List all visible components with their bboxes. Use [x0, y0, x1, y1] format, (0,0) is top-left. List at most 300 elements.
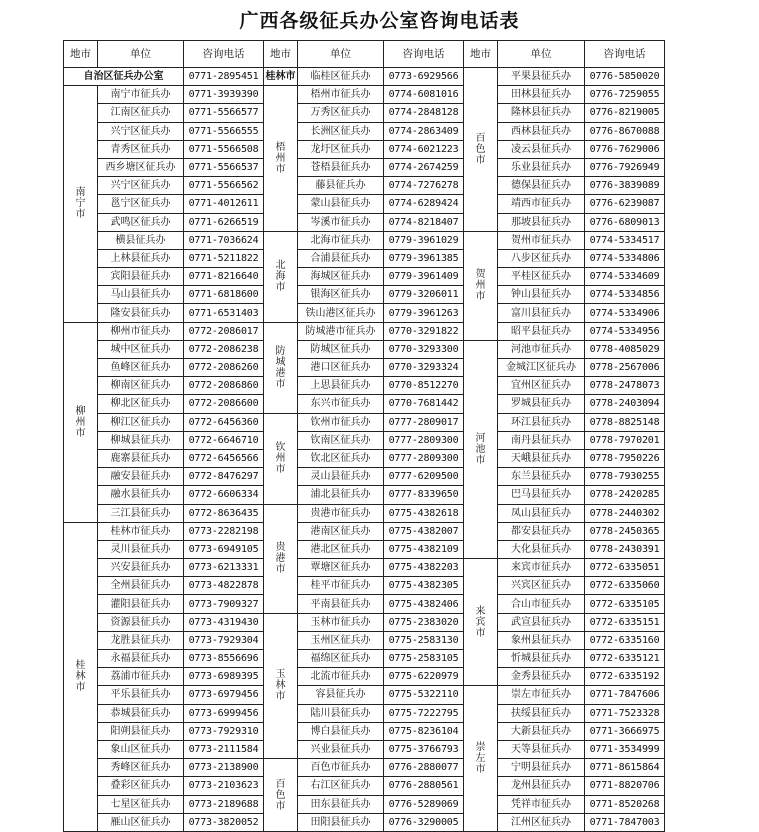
unit-cell: 鱼峰区征兵办 [98, 359, 184, 377]
phone-cell: 0771-8216640 [184, 268, 264, 286]
phone-cell: 0772-2086600 [184, 395, 264, 413]
unit-cell: 上思县征兵办 [298, 377, 384, 395]
phone-cell: 0776-2880077 [384, 759, 464, 777]
phone-cell: 0778-2567006 [585, 359, 665, 377]
phone-cell: 0777-8339650 [384, 486, 464, 504]
unit-cell: 兴业县征兵办 [298, 740, 384, 758]
phone-cell: 0777-2809300 [384, 431, 464, 449]
header-phone: 咨询电话 [184, 41, 264, 68]
unit-cell: 江州区征兵办 [498, 813, 585, 831]
unit-cell: 荔浦市征兵办 [98, 668, 184, 686]
unit-cell: 西乡塘区征兵办 [98, 158, 184, 176]
unit-cell: 隆林县征兵办 [498, 104, 585, 122]
phone-cell: 0778-2430391 [585, 540, 665, 558]
phone-cell: 0776-3290005 [384, 813, 464, 831]
unit-cell: 港北区征兵办 [298, 540, 384, 558]
phone-cell: 0778-2403094 [585, 395, 665, 413]
phone-cell: 0776-5289069 [384, 795, 464, 813]
unit-cell: 钦南区征兵办 [298, 431, 384, 449]
city-cell: 南 宁 市 [64, 86, 98, 322]
city-cell: 北 海 市 [264, 231, 298, 322]
phone-cell: 0771-5566537 [184, 158, 264, 176]
phone-cell: 0775-4382109 [384, 540, 464, 558]
unit-cell: 武鸣区征兵办 [98, 213, 184, 231]
unit-cell: 万秀区征兵办 [298, 104, 384, 122]
table-row [64, 813, 665, 831]
unit-cell: 靖西市征兵办 [498, 195, 585, 213]
unit-cell: 北海市征兵办 [298, 231, 384, 249]
phone-cell: 0771-3939390 [184, 86, 264, 104]
unit-cell: 覃塘区征兵办 [298, 559, 384, 577]
unit-cell: 永福县征兵办 [98, 650, 184, 668]
document-title: 广西各级征兵办公室咨询电话表 [239, 10, 520, 32]
phone-cell: 0774-5334609 [585, 268, 665, 286]
phone-cell: 0779-3206011 [384, 286, 464, 304]
header-city: 地市 [264, 41, 298, 68]
unit-cell: 港南区征兵办 [298, 522, 384, 540]
unit-cell: 钦北区征兵办 [298, 449, 384, 467]
unit-cell: 博白县征兵办 [298, 722, 384, 740]
phone-cell: 0775-2583130 [384, 631, 464, 649]
phone-cell: 0771-5566508 [184, 140, 264, 158]
unit-cell: 右江区征兵办 [298, 777, 384, 795]
unit-cell: 浦北县征兵办 [298, 486, 384, 504]
unit-cell: 南丹县征兵办 [498, 431, 585, 449]
phone-cell: 0773-4319430 [184, 613, 264, 631]
phone-cell: 0771-8520268 [585, 795, 665, 813]
phone-cell: 0775-4382203 [384, 559, 464, 577]
unit-cell: 灌阳县征兵办 [98, 595, 184, 613]
table-row [64, 650, 665, 668]
unit-cell: 城中区征兵办 [98, 340, 184, 358]
unit-cell: 自治区征兵办公室 [64, 68, 184, 86]
unit-cell: 梧州市征兵办 [298, 86, 384, 104]
unit-cell: 铁山港区征兵办 [298, 304, 384, 322]
table-row [64, 795, 665, 813]
unit-cell: 钟山县征兵办 [498, 286, 585, 304]
phone-cell: 0776-3839089 [585, 177, 665, 195]
phone-cell: 0775-2583105 [384, 650, 464, 668]
phone-cell: 0772-8636435 [184, 504, 264, 522]
phone-cell: 0772-6335151 [585, 613, 665, 631]
unit-cell: 藤县征兵办 [298, 177, 384, 195]
unit-cell: 龙州县征兵办 [498, 777, 585, 795]
table-row [64, 122, 665, 140]
unit-cell: 东兴市征兵办 [298, 395, 384, 413]
phone-cell: 0771-4012611 [184, 195, 264, 213]
unit-cell: 叠彩区征兵办 [98, 777, 184, 795]
unit-cell: 南宁市征兵办 [98, 86, 184, 104]
unit-cell: 兴宁区征兵办 [98, 177, 184, 195]
unit-cell: 来宾市征兵办 [498, 559, 585, 577]
phone-cell: 0771-5566555 [184, 122, 264, 140]
phone-cell: 0772-6456360 [184, 413, 264, 431]
phone-cell: 0773-8556696 [184, 650, 264, 668]
unit-cell: 柳南区征兵办 [98, 377, 184, 395]
phone-cell: 0773-2111584 [184, 740, 264, 758]
phone-cell: 0771-5566562 [184, 177, 264, 195]
unit-cell: 柳城县征兵办 [98, 431, 184, 449]
phone-cell: 0775-5322110 [384, 686, 464, 704]
phone-cell: 0773-7929310 [184, 722, 264, 740]
unit-cell: 环江县征兵办 [498, 413, 585, 431]
unit-cell: 防城港市征兵办 [298, 322, 384, 340]
phone-cell: 0774-2674259 [384, 158, 464, 176]
table-row [64, 449, 665, 467]
unit-cell: 德保县征兵办 [498, 177, 585, 195]
unit-cell: 乐业县征兵办 [498, 158, 585, 176]
phone-cell: 0778-4085029 [585, 340, 665, 358]
phone-cell: 0776-6809013 [585, 213, 665, 231]
phone-cell: 0774-5334517 [585, 231, 665, 249]
unit-cell: 青秀区征兵办 [98, 140, 184, 158]
unit-cell: 陆川县征兵办 [298, 704, 384, 722]
table-row [64, 177, 665, 195]
unit-cell: 蒙山县征兵办 [298, 195, 384, 213]
phone-cell: 0772-6335192 [585, 668, 665, 686]
table-row [64, 468, 665, 486]
table-row [64, 559, 665, 577]
unit-cell: 宁明县征兵办 [498, 759, 585, 777]
unit-cell: 桂林市征兵办 [98, 522, 184, 540]
city-cell: 崇 左 市 [464, 686, 498, 832]
table-row [64, 577, 665, 595]
header-phone: 咨询电话 [384, 41, 464, 68]
unit-cell: 鹿寨县征兵办 [98, 449, 184, 467]
phone-cell: 0770-3293300 [384, 340, 464, 358]
table-row [64, 431, 665, 449]
unit-cell: 都安县征兵办 [498, 522, 585, 540]
unit-cell: 宜州区征兵办 [498, 377, 585, 395]
unit-cell: 秀峰区征兵办 [98, 759, 184, 777]
unit-cell: 大化县征兵办 [498, 540, 585, 558]
city-cell: 柳 州 市 [64, 322, 98, 522]
phone-cell: 0776-8219005 [585, 104, 665, 122]
table-row [64, 613, 665, 631]
phone-cell: 0774-5334956 [585, 322, 665, 340]
unit-cell: 忻城县征兵办 [498, 650, 585, 668]
phone-cell: 0773-6979456 [184, 686, 264, 704]
unit-cell: 隆安县征兵办 [98, 304, 184, 322]
phone-cell: 0771-6531403 [184, 304, 264, 322]
unit-cell: 柳北区征兵办 [98, 395, 184, 413]
phone-cell: 0772-6335051 [585, 559, 665, 577]
phone-cell: 0773-4822878 [184, 577, 264, 595]
city-cell: 桂 林 市 [64, 522, 98, 831]
unit-cell: 合浦县征兵办 [298, 249, 384, 267]
unit-cell: 兴宾区征兵办 [498, 577, 585, 595]
unit-cell: 田阳县征兵办 [298, 813, 384, 831]
phone-cell: 0774-2848128 [384, 104, 464, 122]
table-row [64, 395, 665, 413]
header-unit: 单位 [498, 41, 585, 68]
table-row [64, 322, 665, 340]
phone-cell: 0775-2383020 [384, 613, 464, 631]
phone-cell: 0774-2863409 [384, 122, 464, 140]
header-row [64, 41, 665, 68]
phone-cell: 0774-5334906 [585, 304, 665, 322]
phone-cell: 0775-4382305 [384, 577, 464, 595]
phone-cell: 0770-8512270 [384, 377, 464, 395]
unit-cell: 邕宁区征兵办 [98, 195, 184, 213]
phone-cell: 0772-2086860 [184, 377, 264, 395]
phone-cell: 0773-7909327 [184, 595, 264, 613]
unit-cell: 上林县征兵办 [98, 249, 184, 267]
phone-cell: 0774-6289424 [384, 195, 464, 213]
phone-cell: 0770-3291822 [384, 322, 464, 340]
unit-cell: 银海区征兵办 [298, 286, 384, 304]
unit-cell: 巴马县征兵办 [498, 486, 585, 504]
phone-cell: 0778-7950226 [585, 449, 665, 467]
phone-cell: 0771-6266519 [184, 213, 264, 231]
phone-cell: 0778-2420285 [585, 486, 665, 504]
unit-cell: 灵山县征兵办 [298, 468, 384, 486]
phone-cell: 0774-7276278 [384, 177, 464, 195]
unit-cell: 资源县征兵办 [98, 613, 184, 631]
table-row [64, 231, 665, 249]
city-cell: 贺 州 市 [464, 231, 498, 340]
unit-cell: 昭平县征兵办 [498, 322, 585, 340]
table-row [64, 104, 665, 122]
phone-cell: 0776-2880561 [384, 777, 464, 795]
phone-cell: 0770-3293324 [384, 359, 464, 377]
phone-cell: 0778-7970201 [585, 431, 665, 449]
phone-cell: 0775-4382007 [384, 522, 464, 540]
phone-cell: 0775-4382618 [384, 504, 464, 522]
table-row [64, 158, 665, 176]
phone-cell: 0771-8820706 [585, 777, 665, 795]
table-row [64, 249, 665, 267]
unit-cell: 平果县征兵办 [498, 68, 585, 86]
table-row [64, 286, 665, 304]
unit-cell: 防城区征兵办 [298, 340, 384, 358]
unit-cell: 柳州市征兵办 [98, 322, 184, 340]
phone-cell: 0772-6335060 [585, 577, 665, 595]
unit-cell: 阳朔县征兵办 [98, 722, 184, 740]
phone-cell: 0777-6209500 [384, 468, 464, 486]
unit-cell: 那坡县征兵办 [498, 213, 585, 231]
unit-cell: 三江县征兵办 [98, 504, 184, 522]
phone-cell: 0773-2103623 [184, 777, 264, 795]
unit-cell: 金城江区征兵办 [498, 359, 585, 377]
city-cell: 玉 林 市 [264, 613, 298, 759]
city-cell: 贵 港 市 [264, 504, 298, 613]
phone-cell: 0773-6999456 [184, 704, 264, 722]
phone-cell: 0772-6335160 [585, 631, 665, 649]
header-phone: 咨询电话 [585, 41, 665, 68]
unit-cell: 北流市征兵办 [298, 668, 384, 686]
unit-cell: 桂平市征兵办 [298, 577, 384, 595]
phone-cell: 0771-8615864 [585, 759, 665, 777]
phone-cell: 0775-8236104 [384, 722, 464, 740]
unit-cell: 岑溪市征兵办 [298, 213, 384, 231]
table-body [64, 68, 665, 832]
table-row [64, 668, 665, 686]
unit-cell: 柳江区征兵办 [98, 413, 184, 431]
unit-cell: 贵港市征兵办 [298, 504, 384, 522]
unit-cell: 象山区征兵办 [98, 740, 184, 758]
unit-cell: 江南区征兵办 [98, 104, 184, 122]
phone-cell: 0771-5566577 [184, 104, 264, 122]
header-city: 地市 [64, 41, 98, 68]
phone-cell: 0771-2895451 [184, 68, 264, 86]
unit-cell: 港口区征兵办 [298, 359, 384, 377]
city-cell: 防 城 港 市 [264, 322, 298, 413]
city-cell: 桂林市 [264, 68, 298, 86]
unit-cell: 七星区征兵办 [98, 795, 184, 813]
unit-cell: 长洲区征兵办 [298, 122, 384, 140]
phone-cell: 0779-3961409 [384, 268, 464, 286]
unit-cell: 兴宁区征兵办 [98, 122, 184, 140]
unit-cell: 象州县征兵办 [498, 631, 585, 649]
table-row [64, 740, 665, 758]
unit-cell: 东兰县征兵办 [498, 468, 585, 486]
table-row [64, 486, 665, 504]
table-row [64, 504, 665, 522]
phone-cell: 0771-7036624 [184, 231, 264, 249]
unit-cell: 凌云县征兵办 [498, 140, 585, 158]
unit-cell: 恭城县征兵办 [98, 704, 184, 722]
phone-cell: 0779-3961385 [384, 249, 464, 267]
phone-cell: 0778-2440302 [585, 504, 665, 522]
table-row [64, 595, 665, 613]
unit-cell: 苍梧县征兵办 [298, 158, 384, 176]
table-row [64, 777, 665, 795]
phone-cell: 0776-5850020 [585, 68, 665, 86]
contact-table [63, 40, 665, 832]
table-row [64, 195, 665, 213]
phone-cell: 0778-2478073 [585, 377, 665, 395]
phone-cell: 0774-5334806 [585, 249, 665, 267]
phone-cell: 0773-3820052 [184, 813, 264, 831]
table-row [64, 140, 665, 158]
table-row [64, 759, 665, 777]
unit-cell: 金秀县征兵办 [498, 668, 585, 686]
unit-cell: 田林县征兵办 [498, 86, 585, 104]
header-unit: 单位 [98, 41, 184, 68]
phone-cell: 0774-6021223 [384, 140, 464, 158]
phone-cell: 0776-8670088 [585, 122, 665, 140]
phone-cell: 0773-6949105 [184, 540, 264, 558]
phone-cell: 0777-2809017 [384, 413, 464, 431]
table-row [64, 413, 665, 431]
unit-cell: 西林县征兵办 [498, 122, 585, 140]
unit-cell: 马山县征兵办 [98, 286, 184, 304]
unit-cell: 罗城县征兵办 [498, 395, 585, 413]
phone-cell: 0772-6606334 [184, 486, 264, 504]
table-row [64, 340, 665, 358]
phone-cell: 0771-3666975 [585, 722, 665, 740]
phone-cell: 0771-7847606 [585, 686, 665, 704]
phone-cell: 0777-2809300 [384, 449, 464, 467]
phone-cell: 0775-6220979 [384, 668, 464, 686]
phone-cell: 0772-2086260 [184, 359, 264, 377]
table-row [64, 722, 665, 740]
phone-cell: 0771-7847003 [585, 813, 665, 831]
city-cell: 钦 州 市 [264, 413, 298, 504]
unit-cell: 平桂区征兵办 [498, 268, 585, 286]
unit-cell: 凭祥市征兵办 [498, 795, 585, 813]
phone-cell: 0773-6213331 [184, 559, 264, 577]
header-unit: 单位 [298, 41, 384, 68]
unit-cell: 雁山区征兵办 [98, 813, 184, 831]
unit-cell: 横县征兵办 [98, 231, 184, 249]
city-cell: 梧 州 市 [264, 86, 298, 232]
table-row [64, 268, 665, 286]
unit-cell: 融安县征兵办 [98, 468, 184, 486]
phone-cell: 0773-6989395 [184, 668, 264, 686]
phone-cell: 0778-2450365 [585, 522, 665, 540]
phone-cell: 0771-5211822 [184, 249, 264, 267]
phone-cell: 0773-6929566 [384, 68, 464, 86]
phone-cell: 0776-7629006 [585, 140, 665, 158]
phone-cell: 0778-8825148 [585, 413, 665, 431]
unit-cell: 贺州市征兵办 [498, 231, 585, 249]
unit-cell: 福绵区征兵办 [298, 650, 384, 668]
unit-cell: 玉林市征兵办 [298, 613, 384, 631]
unit-cell: 兴安县征兵办 [98, 559, 184, 577]
phone-cell: 0772-8476297 [184, 468, 264, 486]
table-row [64, 522, 665, 540]
phone-cell: 0772-6335121 [585, 650, 665, 668]
phone-cell: 0774-6081016 [384, 86, 464, 104]
phone-cell: 0772-6646710 [184, 431, 264, 449]
unit-cell: 平乐县征兵办 [98, 686, 184, 704]
unit-cell: 崇左市征兵办 [498, 686, 585, 704]
unit-cell: 龙胜县征兵办 [98, 631, 184, 649]
unit-cell: 玉州区征兵办 [298, 631, 384, 649]
unit-cell: 扶绥县征兵办 [498, 704, 585, 722]
unit-cell: 合山市征兵办 [498, 595, 585, 613]
phone-cell: 0778-7930255 [585, 468, 665, 486]
unit-cell: 融水县征兵办 [98, 486, 184, 504]
city-cell: 百 色 市 [464, 68, 498, 232]
phone-cell: 0771-6818600 [184, 286, 264, 304]
phone-cell: 0772-6456566 [184, 449, 264, 467]
unit-cell: 大新县征兵办 [498, 722, 585, 740]
phone-cell: 0774-8218407 [384, 213, 464, 231]
phone-cell: 0779-3961263 [384, 304, 464, 322]
phone-cell: 0773-2189688 [184, 795, 264, 813]
phone-cell: 0774-5334856 [585, 286, 665, 304]
phone-cell: 0775-3766793 [384, 740, 464, 758]
unit-cell: 八步区征兵办 [498, 249, 585, 267]
unit-cell: 宾阳县征兵办 [98, 268, 184, 286]
phone-cell: 0771-7523328 [585, 704, 665, 722]
unit-cell: 凤山县征兵办 [498, 504, 585, 522]
header-city: 地市 [464, 41, 498, 68]
unit-cell: 灵川县征兵办 [98, 540, 184, 558]
phone-cell: 0771-3534999 [585, 740, 665, 758]
unit-cell: 田东县征兵办 [298, 795, 384, 813]
table-row [64, 213, 665, 231]
table-row [64, 540, 665, 558]
phone-cell: 0772-6335105 [585, 595, 665, 613]
phone-cell: 0776-7926949 [585, 158, 665, 176]
phone-cell: 0773-7929304 [184, 631, 264, 649]
table-row [64, 704, 665, 722]
table-row [64, 377, 665, 395]
unit-cell: 天峨县征兵办 [498, 449, 585, 467]
phone-cell: 0770-7681442 [384, 395, 464, 413]
phone-cell: 0775-7222795 [384, 704, 464, 722]
unit-cell: 百色市征兵办 [298, 759, 384, 777]
unit-cell: 钦州市征兵办 [298, 413, 384, 431]
phone-cell: 0772-2086238 [184, 340, 264, 358]
table-row [64, 359, 665, 377]
phone-cell: 0773-2138900 [184, 759, 264, 777]
phone-cell: 0775-4382406 [384, 595, 464, 613]
